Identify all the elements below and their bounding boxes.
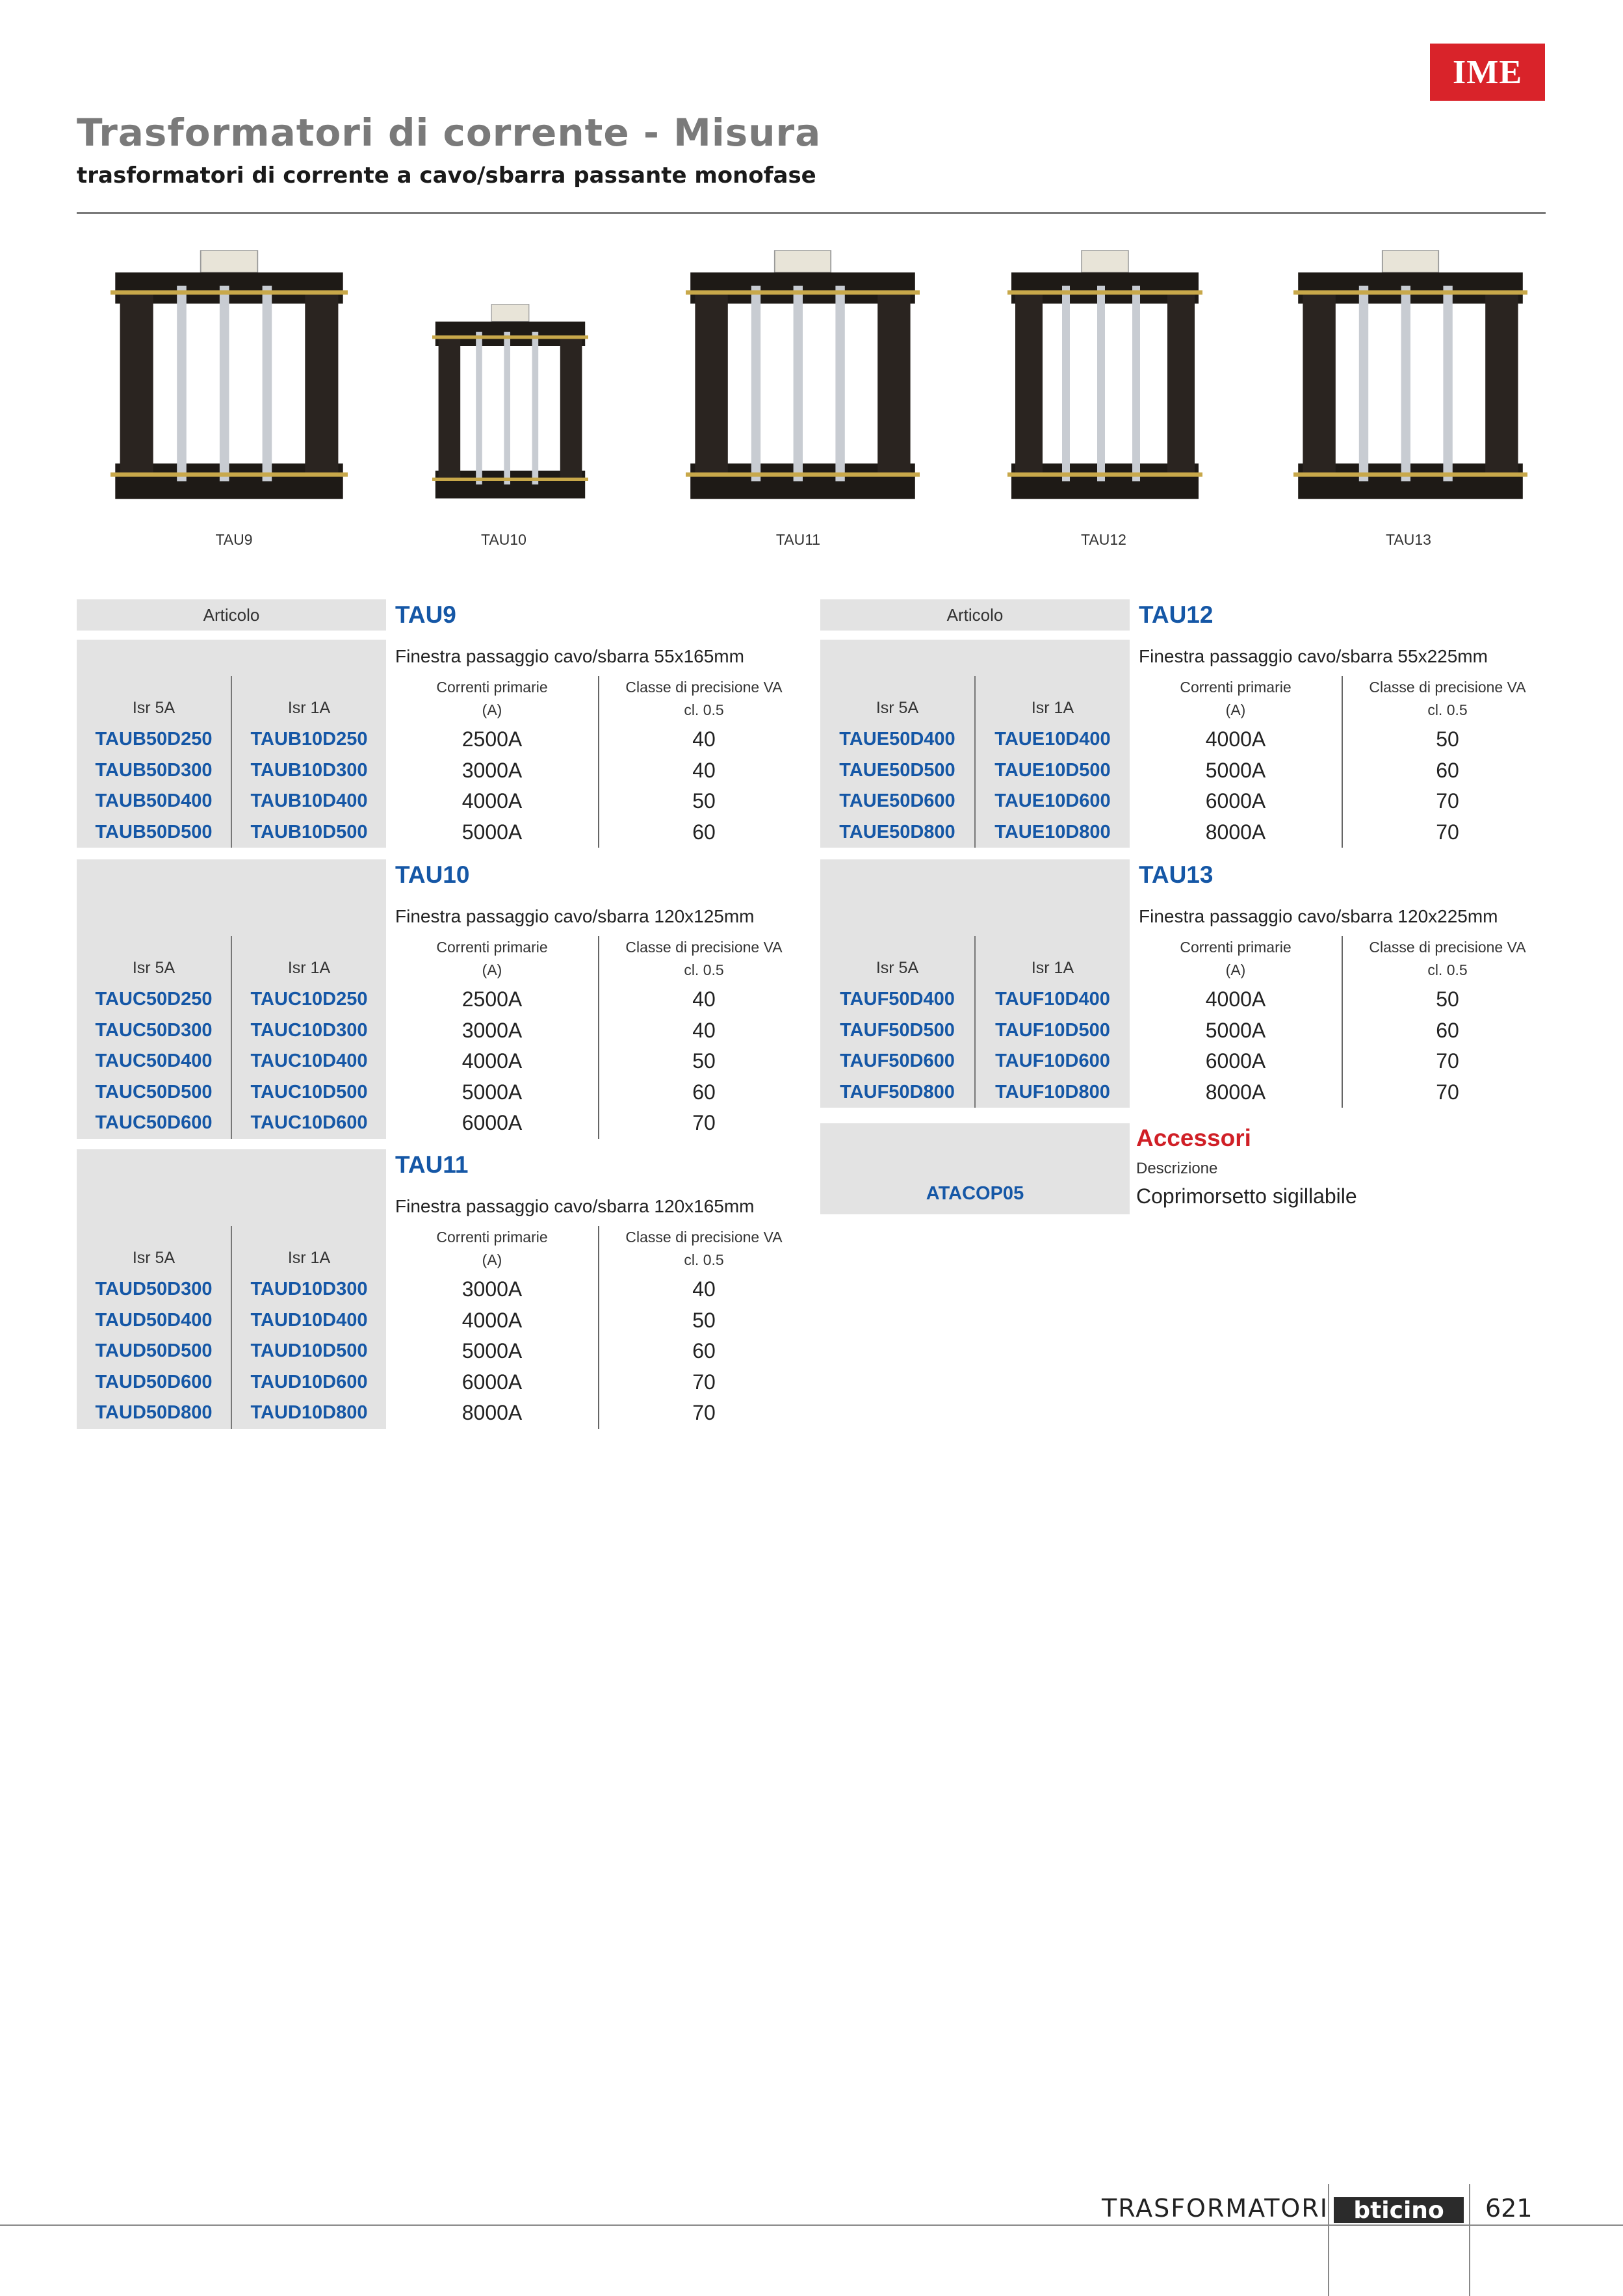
article-code-1a: TAUC10D300 [250, 1019, 368, 1041]
isr5-header: Isr 5A [132, 1249, 175, 1267]
article-code-1a: TAUE10D400 [994, 729, 1111, 750]
article-code-1a: TAUF10D800 [995, 1081, 1110, 1102]
series-title: TAU11 [395, 1151, 469, 1178]
article-code-5a: TAUE50D600 [839, 790, 955, 811]
article-code-1a: TAUB10D400 [250, 790, 368, 811]
precision-va: 70 [1436, 820, 1459, 844]
class-header-2: cl. 0.5 [684, 961, 724, 978]
svg-text:bticino: bticino [1353, 2197, 1444, 2224]
primary-current: 5000A [461, 820, 523, 844]
series-title: TAU13 [1139, 861, 1214, 888]
article-code-1a: TAUF10D400 [995, 989, 1110, 1010]
article-code-5a: TAUF50D500 [840, 1019, 955, 1041]
current-header-1: Correnti primarie [436, 679, 548, 696]
precision-va: 60 [1436, 1018, 1459, 1042]
class-header-1: Classe di precisione VA [625, 939, 783, 956]
photo-caption: TAU10 [481, 531, 526, 548]
window-size: Finestra passaggio cavo/sbarra 55x225mm [1139, 646, 1488, 666]
page-subtitle: trasformatori di corrente a cavo/sbarra passante monofase [77, 163, 816, 189]
transformer-photo [1293, 250, 1527, 517]
current-header-1: Correnti primarie [436, 939, 548, 956]
primary-current: 5000A [1205, 758, 1266, 782]
isr1-header: Isr 1A [287, 699, 331, 717]
primary-current: 4000A [461, 1308, 523, 1332]
class-header-1: Classe di precisione VA [1369, 939, 1526, 956]
precision-va: 70 [692, 1111, 716, 1134]
photo-caption: TAU13 [1386, 531, 1431, 548]
article-code-1a: TAUD10D400 [250, 1309, 368, 1331]
transformer-photo [110, 250, 348, 517]
article-code-5a: TAUC50D300 [95, 1019, 213, 1041]
precision-va: 40 [692, 1277, 716, 1301]
current-header-1: Correnti primarie [1180, 939, 1292, 956]
article-code-5a: TAUD50D800 [95, 1402, 213, 1423]
class-header-1: Classe di precisione VA [625, 1229, 783, 1246]
page-title: Trasformatori di corrente - Misura [77, 111, 822, 155]
photo-caption: TAU9 [215, 531, 253, 548]
article-code-1a: TAUE10D600 [994, 790, 1111, 811]
isr5-header: Isr 5A [876, 959, 919, 977]
article-code-5a: TAUB50D400 [95, 790, 213, 811]
primary-current: 8000A [1205, 820, 1266, 844]
primary-current: 3000A [461, 758, 523, 782]
article-code-1a: TAUD10D600 [250, 1371, 368, 1392]
article-code-5a: TAUD50D400 [95, 1309, 213, 1331]
primary-current: 5000A [1205, 1018, 1266, 1042]
primary-current: 5000A [461, 1339, 523, 1363]
article-code-5a: TAUD50D300 [95, 1279, 213, 1299]
current-header-2: (A) [482, 1251, 502, 1268]
current-header-2: (A) [1225, 701, 1246, 718]
article-code-5a: TAUE50D400 [839, 729, 955, 750]
photo-caption: TAU11 [775, 531, 821, 548]
class-header-2: cl. 0.5 [1427, 961, 1468, 978]
series-title: TAU12 [1139, 601, 1214, 628]
article-code-1a: TAUC10D400 [250, 1050, 368, 1071]
article-code-1a: TAUB10D300 [250, 759, 368, 781]
window-size: Finestra passaggio cavo/sbarra 120x165mm [395, 1196, 755, 1216]
precision-va: 70 [692, 1401, 716, 1424]
article-code-5a: TAUF50D600 [840, 1050, 955, 1071]
primary-current: 5000A [461, 1080, 523, 1104]
article-code-5a: TAUD50D500 [95, 1340, 213, 1361]
window-size: Finestra passaggio cavo/sbarra 120x125mm [395, 906, 755, 926]
class-header-1: Classe di precisione VA [625, 679, 783, 696]
article-code-1a: TAUB10D250 [250, 729, 368, 750]
footer-divider [1469, 2184, 1470, 2296]
window-size: Finestra passaggio cavo/sbarra 55x165mm [395, 646, 744, 666]
isr5-header: Isr 5A [132, 959, 175, 977]
primary-current: 6000A [461, 1111, 523, 1134]
precision-va: 50 [692, 1308, 716, 1332]
article-code-5a: TAUF50D400 [840, 989, 955, 1010]
article-code-1a: TAUE10D500 [994, 759, 1111, 781]
article-code-1a: TAUC10D500 [250, 1081, 368, 1102]
page-number: 621 [1485, 2194, 1533, 2223]
article-code-1a: TAUF10D600 [995, 1050, 1110, 1071]
primary-current: 6000A [1205, 789, 1266, 813]
precision-va: 70 [1436, 1080, 1459, 1104]
precision-va: 50 [1436, 727, 1459, 751]
primary-current: 4000A [461, 789, 523, 813]
article-code-5a: TAUC50D500 [95, 1081, 213, 1102]
accessori-desc-header: Descrizione [1136, 1160, 1218, 1177]
precision-va: 60 [692, 820, 716, 844]
current-header-2: (A) [482, 961, 502, 978]
current-header-1: Correnti primarie [1180, 679, 1292, 696]
bticino-logo [1334, 2193, 1464, 2226]
primary-current: 8000A [1205, 1080, 1266, 1104]
series-title: TAU9 [395, 601, 456, 628]
article-code-5a: TAUF50D800 [840, 1081, 955, 1102]
current-header-1: Correnti primarie [436, 1229, 548, 1246]
isr1-header: Isr 1A [287, 959, 331, 977]
ime-logo: IME [1430, 44, 1545, 101]
series-title: TAU10 [395, 861, 470, 888]
primary-current: 6000A [1205, 1049, 1266, 1073]
primary-current: 2500A [461, 987, 523, 1011]
isr1-header: Isr 1A [1031, 959, 1074, 977]
article-code-5a: TAUD50D600 [95, 1371, 213, 1392]
precision-va: 40 [692, 758, 716, 782]
precision-va: 50 [692, 789, 716, 813]
primary-current: 4000A [1205, 727, 1266, 751]
precision-va: 50 [692, 1049, 716, 1073]
article-code-1a: TAUD10D300 [250, 1279, 368, 1299]
class-header-1: Classe di precisione VA [1369, 679, 1526, 696]
class-header-2: cl. 0.5 [1427, 701, 1468, 718]
primary-current: 6000A [461, 1370, 523, 1394]
precision-va: 40 [692, 1018, 716, 1042]
precision-va: 70 [1436, 1049, 1459, 1073]
current-header-2: (A) [482, 701, 502, 718]
article-code-1a: TAUB10D500 [250, 821, 368, 842]
articolo-header: Articolo [820, 599, 1130, 631]
precision-va: 40 [692, 987, 716, 1011]
transformer-photo [432, 304, 588, 512]
article-code-5a: TAUB50D500 [95, 821, 213, 842]
article-code-5a: TAUE50D500 [839, 759, 955, 781]
article-code-1a: TAUC10D250 [250, 989, 368, 1010]
isr1-header: Isr 1A [287, 1249, 331, 1267]
footer-category: TRASFORMATORI [1102, 2194, 1329, 2223]
article-code-1a: TAUF10D500 [995, 1019, 1110, 1041]
precision-va: 60 [692, 1080, 716, 1104]
class-header-2: cl. 0.5 [684, 1251, 724, 1268]
article-code-1a: TAUE10D800 [994, 821, 1111, 842]
primary-current: 4000A [461, 1049, 523, 1073]
article-code-1a: TAUD10D500 [250, 1340, 368, 1361]
photo-caption: TAU12 [1081, 531, 1126, 548]
transformer-photo [1007, 250, 1202, 517]
precision-va: 50 [1436, 987, 1459, 1011]
isr5-header: Isr 5A [876, 699, 919, 717]
precision-va: 70 [1436, 789, 1459, 813]
transformer-photo [686, 250, 920, 517]
primary-current: 2500A [461, 727, 523, 751]
articolo-header: Articolo [77, 599, 386, 631]
precision-va: 70 [692, 1370, 716, 1394]
primary-current: 8000A [461, 1401, 523, 1424]
window-size: Finestra passaggio cavo/sbarra 120x225mm [1139, 906, 1498, 926]
precision-va: 40 [692, 727, 716, 751]
article-code-1a: TAUD10D800 [250, 1402, 368, 1423]
precision-va: 60 [1436, 758, 1459, 782]
article-code-5a: TAUC50D400 [95, 1050, 213, 1071]
precision-va: 60 [692, 1339, 716, 1363]
accessori-desc: Coprimorsetto sigillabile [1136, 1184, 1357, 1208]
primary-current: 4000A [1205, 987, 1266, 1011]
article-code-5a: TAUE50D800 [839, 821, 955, 842]
primary-current: 3000A [461, 1018, 523, 1042]
article-code-5a: TAUB50D250 [95, 729, 213, 750]
article-code-1a: TAUC10D600 [250, 1112, 368, 1133]
class-header-2: cl. 0.5 [684, 701, 724, 718]
accessori-title: Accessori [1136, 1125, 1251, 1151]
article-code-5a: TAUC50D600 [95, 1112, 213, 1133]
isr1-header: Isr 1A [1031, 699, 1074, 717]
current-header-2: (A) [1225, 961, 1246, 978]
isr5-header: Isr 5A [132, 699, 175, 717]
header-rule [77, 212, 1546, 214]
primary-current: 3000A [461, 1277, 523, 1301]
accessori-code: ATACOP05 [926, 1183, 1024, 1204]
article-code-5a: TAUB50D300 [95, 759, 213, 781]
article-code-5a: TAUC50D250 [95, 989, 213, 1010]
